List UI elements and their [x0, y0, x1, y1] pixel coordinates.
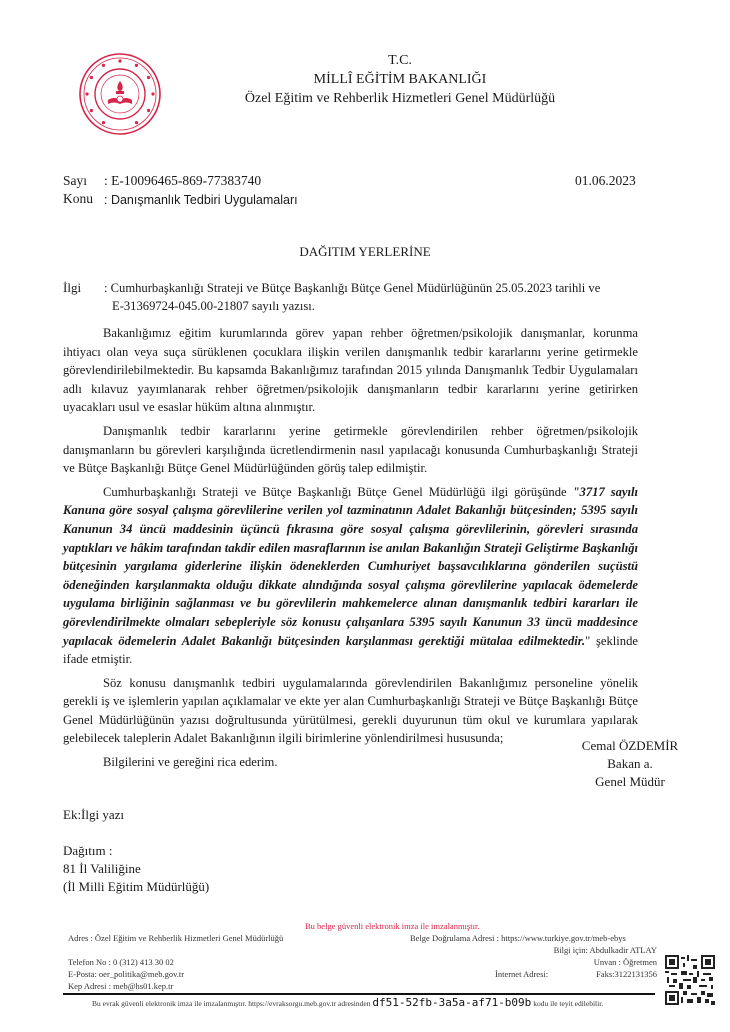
ilgi-line1: : Cumhurbaşkanlığı Strateji ve Bütçe Başkanlığı Bütçe Genel Müdürlüğünün 25.05.2023 tarihli ve: [104, 281, 601, 295]
header-ministry: MİLLÎ EĞİTİM BAKANLIĞI: [313, 72, 487, 87]
footer-info-contact: Bilgi için: Abdulkadir ATLAY: [553, 945, 657, 955]
attachment: Ek:İlgi yazı: [63, 807, 125, 822]
distribution-line-1: 81 İl Valiliğine: [63, 861, 141, 876]
body-paragraph-2: Danışmanlık tedbir kararlarını yerine getirmekle görevlendirilen rehber öğretmen/psikolojik danışmanların bu görevleri karşılığında ücretlendirmenin nasıl yapılacağı konusunda Cumhurbaşkanlığı Strateji ve Bütçe Başkanlığı Bütçe Genel Müdürlüğünden görüş talep edilmiştir.: [63, 423, 638, 476]
footer-divider: [63, 993, 655, 995]
footer-title: Unvan : Öğretmen: [593, 957, 657, 967]
header-tc: T.C.: [388, 53, 412, 68]
body-paragraph-3: [63, 483, 638, 669]
footer-address: Adres : Özel Eğitim ve Rehberlik Hizmetleri Genel Müdürlüğü: [68, 933, 284, 943]
verify-line-post: kodu ile teyit edilebilir.: [533, 999, 604, 1008]
verify-line-pre: Bu evrak güvenli elektronik imza ile imzalanmıştır. https://evraksorgu.meb.gov.tr adresinden: [92, 999, 371, 1008]
footer-kep[interactable]: Kep Adresi : meb@hs01.kep.tr: [68, 981, 174, 991]
document-date: 01.06.2023: [575, 173, 636, 188]
body-paragraph-1: Bakanlığımız eğitim kurumlarında görev yapan rehber öğretmen/psikolojik danışmanlar, korunma ihtiyacı olan veya suça sürüklenen çocuklara ilişkin verilen danışmanlık tedbir kararlarını yerine getirmekle görevlendirilebilmektedir. Bu kapsamda Bakanlığımız tarafından 2015 yılında Danışmanlık Tedbir Uygulamaları adlı kılavuz yayımlanarak rehber öğretmen/psikolojik danışmanların tedbir kararlarını yerine getirirken uyacakları usul ve esaslar hüküm altına alınmıştır.: [63, 326, 638, 415]
konu-value: : Danışmanlık Tedbiri Uygulamaları: [104, 193, 298, 207]
esign-notice: Bu belge güvenli elektronik imza ile imzalanmıştır.: [305, 921, 480, 931]
sayi-label: Sayı: [63, 173, 88, 188]
footer-email[interactable]: E-Posta: oer_politika@meb.gov.tr: [68, 969, 185, 979]
ilgi-label: İlgi: [63, 280, 82, 295]
footer-verify-line: [92, 997, 603, 1010]
header-directorate: Özel Eğitim ve Rehberlik Hizmetleri Genel Müdürlüğü: [244, 91, 556, 106]
p3-intro: Cumhurbaşkanlığı Strateji ve Bütçe Başkanlığı Bütçe Genel Müdürlüğü ilgi görüşünde: [103, 484, 573, 499]
ministry-seal-logo: [78, 52, 162, 136]
body-paragraph-5: Bilgilerini ve gereğini rica ederim.: [103, 755, 278, 770]
signatory-name: Cemal ÖZDEMİR: [581, 738, 679, 753]
verify-code: df51-52fb-3a5a-af71-b09b: [372, 996, 532, 1009]
distribution-line-2: (İl Milli Eğitim Müdürlüğü): [63, 879, 210, 894]
konu-label: Konu: [63, 191, 93, 206]
footer-verify-address[interactable]: Belge Doğrulama Adresi : https://www.turkiye.gov.tr/meb-ebys: [410, 933, 626, 943]
footer-fax: Faks:3122131356: [596, 969, 657, 979]
p3-outro: " şeklinde ifade etmiştir.: [63, 633, 638, 667]
p3-quote: "3717 sayılı Kanuna göre sosyal çalışma görevlilerine verilen yol tazminatının Adalet Bakanlığı bütçesinden; 5395 sayılı Kanunun 34 üncü maddesinin üçüncü fıkrasına göre sosyal çalışma görevlilerinin, görevleri sırasında yaptıkları ve hâkim tarafından takdir edilen masraflarının ise anılan Bakanlığın Strateji Geliştirme Başkanlığı bütçesinin yargılama giderlerine ilişkin ödeneklerden Cumhuriyet başsavcılıklarına gönderilen suçüstü ödeneğinden karşılanmakta olduğu dikkate alındığında sosyal çalışma görevlilerine yapılacak ödemelerde uygulama birliğinin sağlanması ve bu görevlilerin mahkemelerce alınan danışmanlık tedbiri kararları ile görevlendirilmekte olmaları sebepleriyle söz konusu çalışanlara 5395 sayılı Kanunun 33 üncü maddesince yapılacak ödemelerin Adalet Bakanlığı bütçesinden karşılanması gerektiği mütalaa edilmektedir.: [63, 484, 638, 648]
signatory-title-1: Bakan a.: [607, 756, 653, 771]
recipient-heading: DAĞITIM YERLERİNE: [299, 244, 431, 259]
qr-code-icon: [665, 955, 715, 1005]
body-paragraph-4: Söz konusu danışmanlık tedbiri uygulamalarında görevlendirilen Bakanlığımız personeline yönelik gerekli iş ve işlemlerin yapılan açıklamalar ve ekte yer alan Cumhurbaşkanlığı Strateji ve Bütçe Başkanlığı Bütçe Genel Müdürlüğünün yazısı doğrultusunda yürütülmesi, gerekli duyurunun tüm okul ve kurumlara yapılarak gelebilecek taleplerin Adalet Bakanlığının ilgili birimlerine yönlendirilmesi hususunda;: [63, 675, 638, 746]
sayi-value: : E-10096465-869-77383740: [104, 173, 262, 188]
letter-body: [63, 324, 638, 772]
footer-phone: Telefon No : 0 (312) 413 30 02: [68, 957, 174, 967]
signatory-title-2: Genel Müdür: [595, 774, 665, 789]
distribution-label: Dağıtım :: [63, 843, 113, 858]
ilgi-line2: E-31369724-045.00-21807 sayılı yazısı.: [112, 299, 315, 313]
footer-internet-label: İnternet Adresi:: [495, 969, 549, 979]
